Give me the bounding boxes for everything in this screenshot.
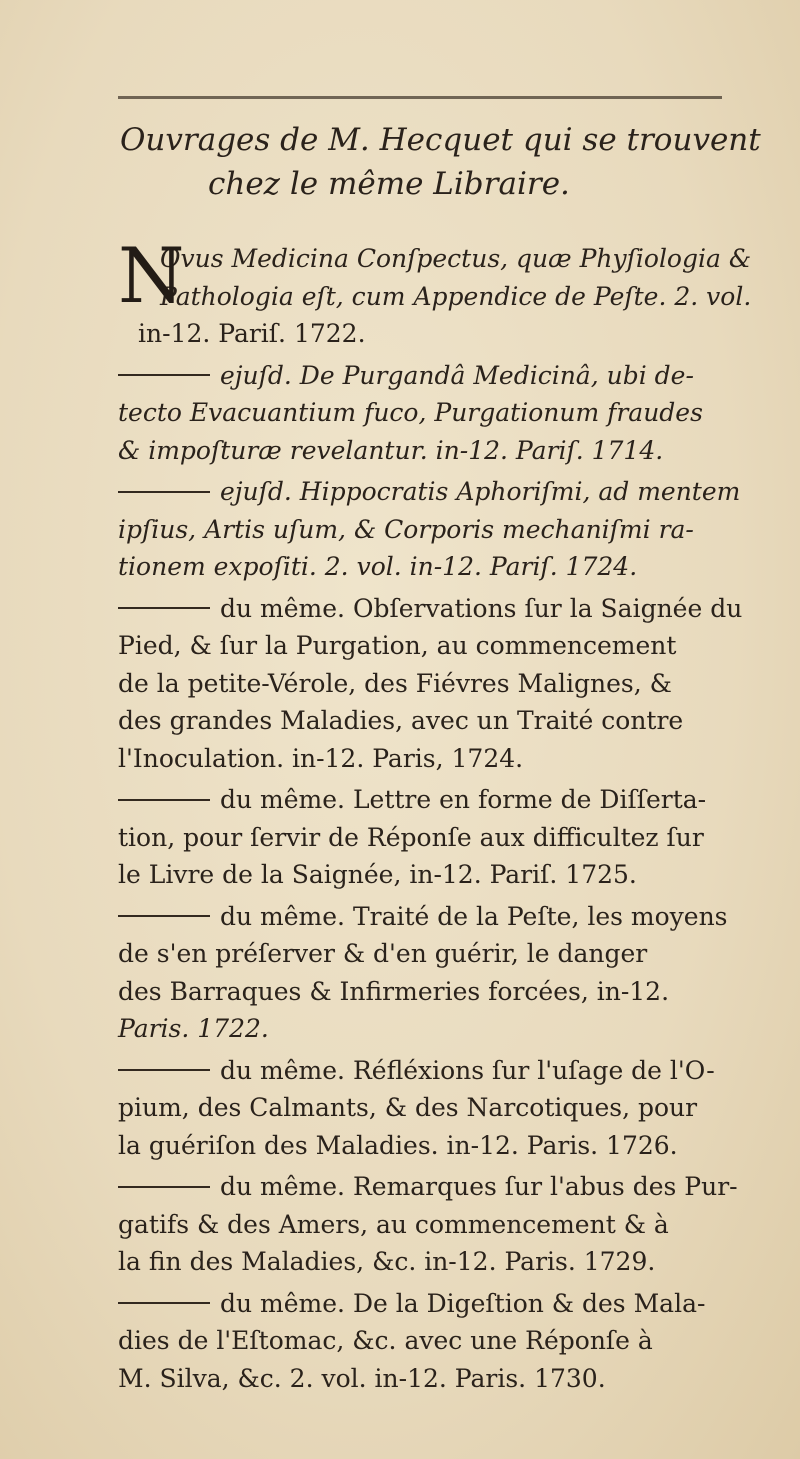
entry-line: Pied, & ſur la Purgation, au commencement (118, 631, 677, 660)
entry-line: des grandes Maladies, avec un Traité contre (118, 706, 684, 735)
entry-line: ejuſd. De Purgandâ Medicinâ, ubi de- (220, 360, 694, 390)
top-rule (118, 96, 722, 99)
entry-line: du même. Traité de la Peſte, les moyens (220, 901, 728, 931)
drop-cap: N (118, 231, 185, 320)
entry-line: in-12. Pariſ. 1722. (138, 319, 366, 348)
catalog-entry (118, 1168, 758, 1281)
entry-line: du même. Obſervations ſur la Saignée du (220, 593, 743, 623)
entry-line: M. Silva, &c. 2. vol. in-12. Paris. 1730. (118, 1363, 606, 1393)
entry-line: Ovus Medicina Conſpectus, quæ Phyſiologia & (160, 244, 752, 273)
ditto-rule (118, 1186, 210, 1188)
catalog-entry (118, 1052, 758, 1165)
entry-line: du même. De la Digeſtion & des Mala- (220, 1288, 706, 1318)
entry-line: tionem expoſiti. 2. vol. in-12. Pariſ. 1724. (118, 552, 638, 581)
entry-line: des Barraques & Infirmeries forcées, in-12. (118, 976, 670, 1006)
catalog-entry (118, 231, 758, 353)
entry-line: du même. Remarques ſur l'abus des Pur- (220, 1172, 738, 1201)
entry-line: de la petite-Vérole, des Fiévres Malignes, & (118, 668, 672, 698)
entry-line: l'Inoculation. in-12. Paris, 1724. (118, 743, 524, 773)
header-title: Ouvrages de M. Hecquet qui se trouvent (120, 122, 761, 158)
ditto-rule (118, 799, 210, 801)
entry-line: tion, pour ſervir de Réponſe aux difficultez ſur (118, 822, 704, 852)
entry-line: ejuſd. Hippocratis Aphoriſmi, ad mentem (220, 477, 741, 506)
entry-line: Paris. 1722. (118, 1014, 269, 1043)
entry-line: du même. Réfléxions ſur l'uſage de l'O- (220, 1055, 715, 1085)
catalog-entry (118, 1285, 758, 1398)
ditto-rule (118, 491, 210, 493)
entry-line: Pathologia eſt, cum Appendice de Peſte. 2. vol. (160, 281, 752, 311)
entry-line: & impoſturæ revelantur. in-12. Pariſ. 1714. (118, 435, 664, 465)
entry-line: le Livre de la Saignée, in-12. Pariſ. 1725. (118, 860, 637, 889)
entry-line: gatifs & des Amers, au commencement & à (118, 1209, 669, 1239)
ditto-rule (118, 915, 210, 917)
catalog-entry (118, 781, 758, 894)
ditto-rule (118, 374, 210, 376)
entry-line: dies de l'Eſtomac, &c. avec une Réponſe à (118, 1326, 653, 1355)
entry-line: la guériſon des Maladies. in-12. Paris. 1726. (118, 1130, 678, 1160)
entry-line: pium, des Calmants, & des Narcotiques, pour (118, 1093, 698, 1122)
entry-line: tecto Evacuantium fuco, Purgationum fraudes (118, 398, 703, 427)
catalog-entry (118, 898, 758, 1048)
ditto-rule (118, 607, 210, 609)
catalog-entry (118, 590, 758, 778)
ditto-rule (118, 1302, 210, 1304)
header-subtitle: chez le même Libraire. (208, 166, 570, 202)
entry-line: la fin des Maladies, &c. in-12. Paris. 1729. (118, 1247, 656, 1276)
entry-line: de s'en préſerver & d'en guérir, le danger (118, 939, 648, 968)
catalog-entry (118, 357, 758, 470)
entry-line: du même. Lettre en forme de Diſſerta- (220, 785, 707, 814)
text-block (118, 118, 761, 1397)
catalog-entry (118, 473, 758, 586)
entry-line: ipſius, Artis uſum, & Corporis mechaniſmi ra- (118, 514, 694, 544)
ditto-rule (118, 1069, 210, 1071)
